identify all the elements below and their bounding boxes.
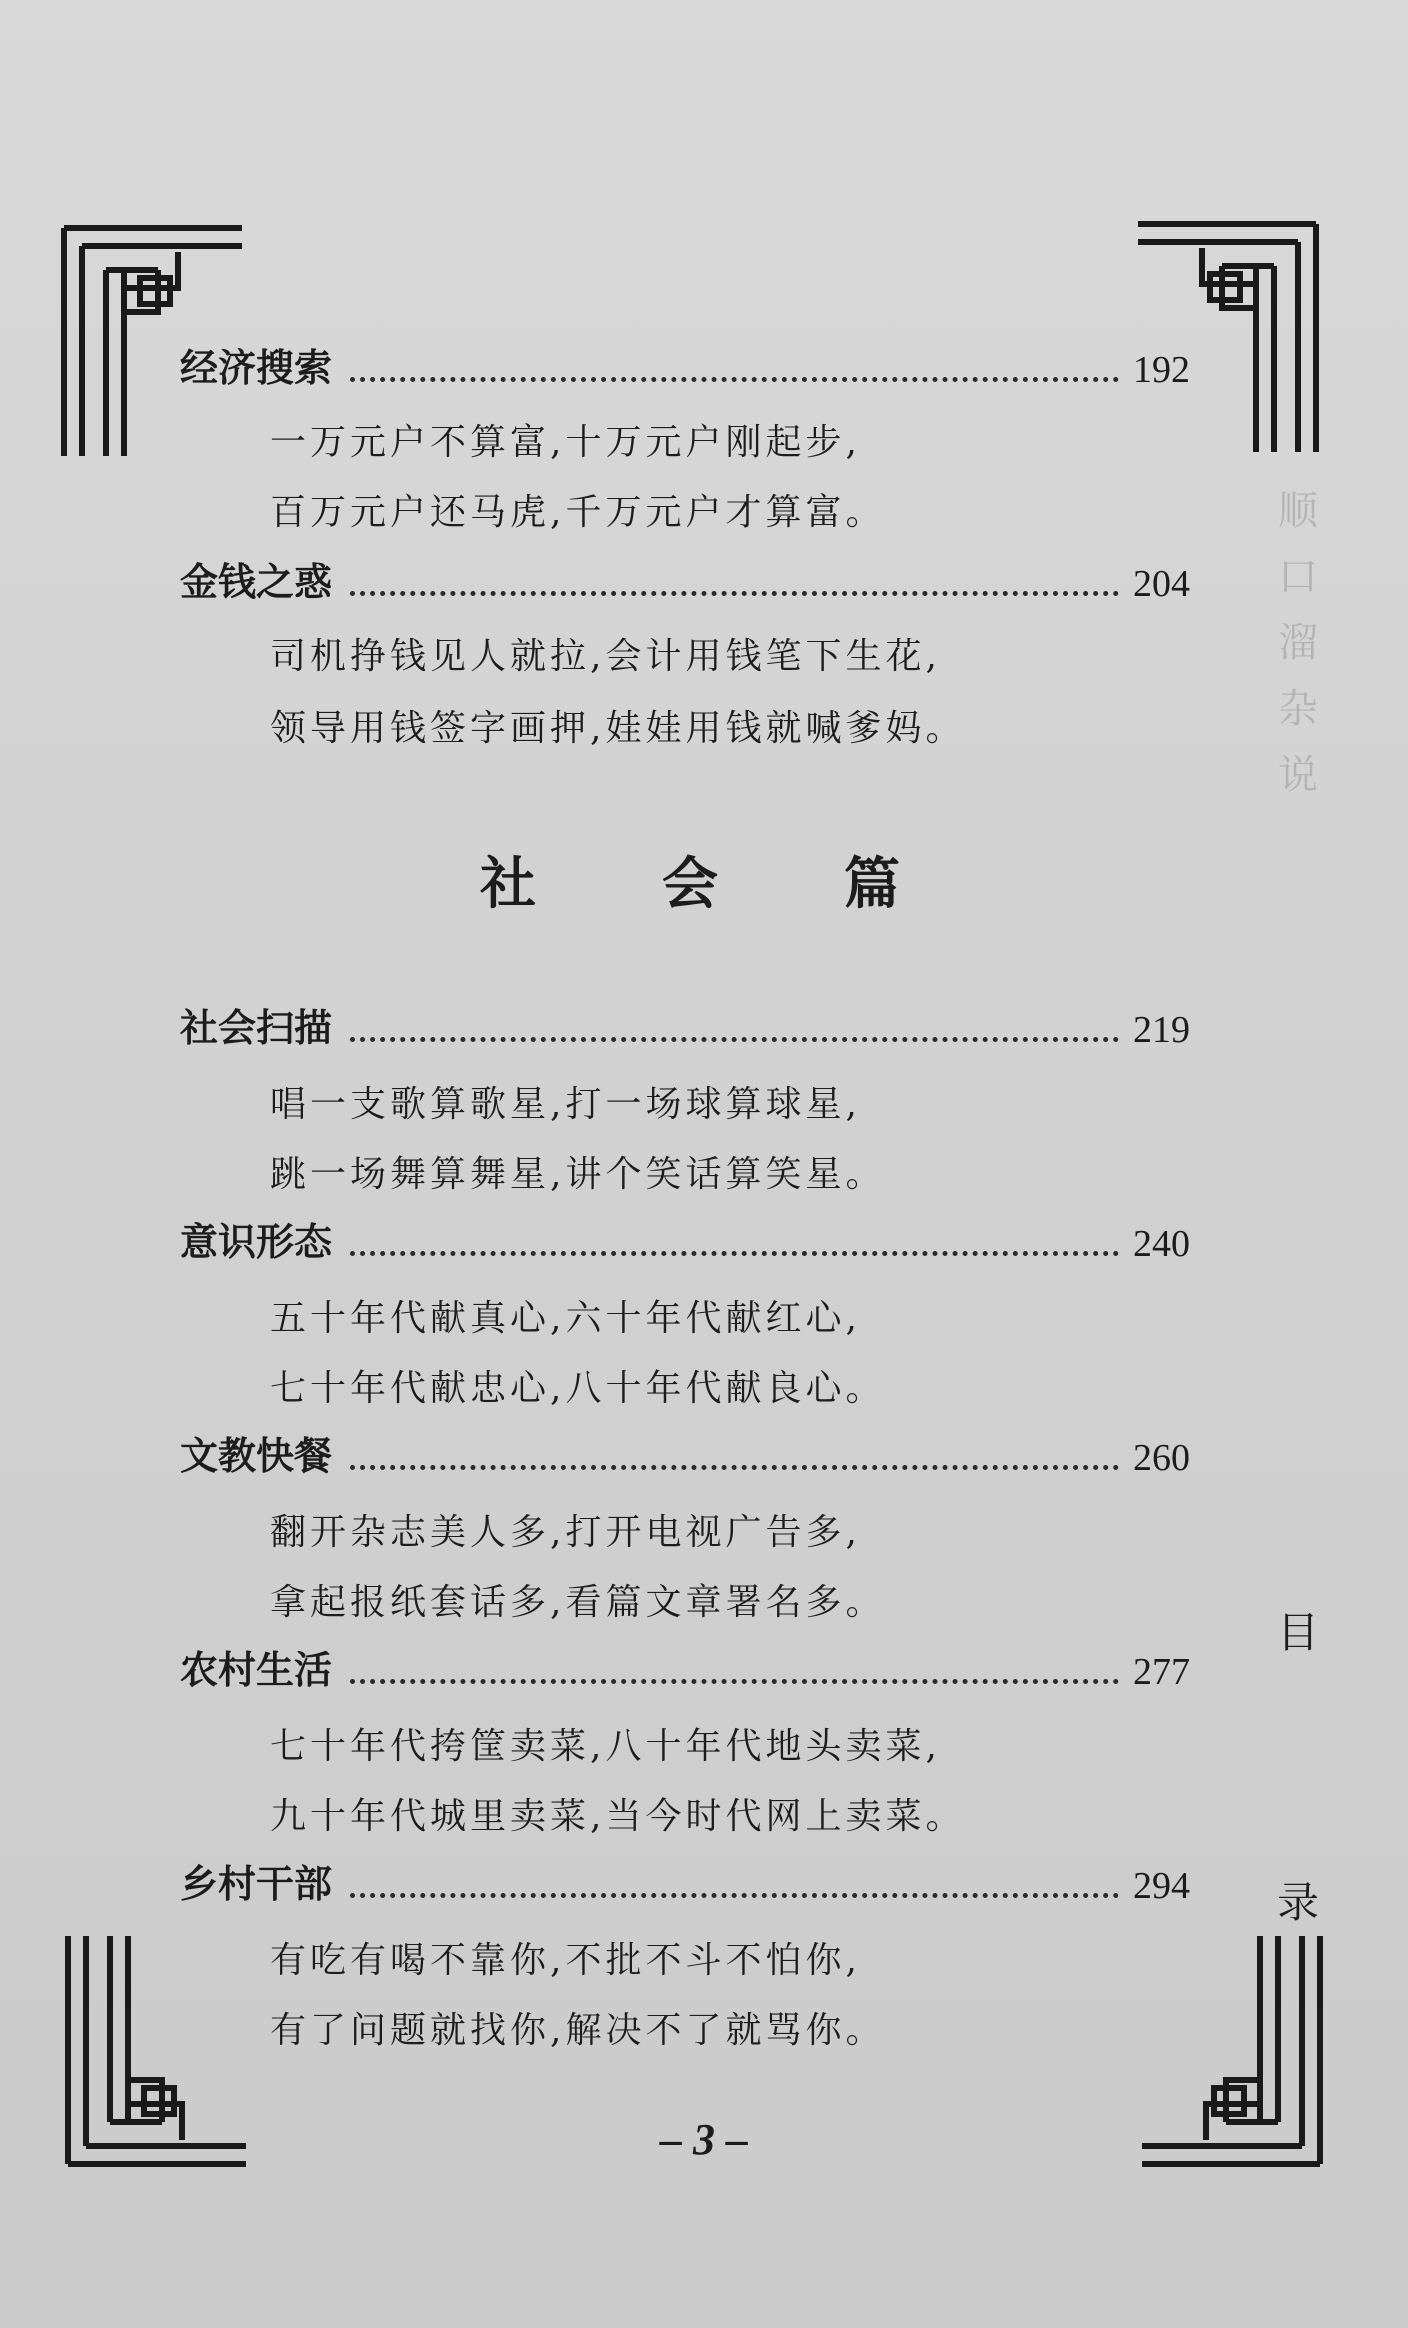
- toc-entry-verse: 司机挣钱见人就拉,会计用钱笔下生花,: [270, 636, 941, 677]
- toc-entry-title: 金钱之惑: [180, 560, 333, 604]
- toc-entry-verse: 七十年代挎筐卖菜,八十年代地头卖菜,: [270, 1726, 941, 1767]
- page-number: – 3 –: [660, 2115, 748, 2164]
- section-heading: [480, 840, 900, 920]
- toc-entry-title: 文教快餐: [180, 1434, 333, 1478]
- toc-entry[interactable]: [180, 1424, 1190, 1480]
- dot-leader: [350, 1037, 1119, 1042]
- toc-entry[interactable]: [180, 336, 1190, 392]
- toc-entry-title: 乡村干部: [180, 1862, 333, 1906]
- toc-entry-verse: 有了问题就找你,解决不了就骂你。: [270, 2010, 886, 2051]
- section-heading-char: 社: [480, 851, 536, 917]
- toc-page-number: 260: [1133, 1437, 1190, 1479]
- dot-leader: [350, 1893, 1119, 1898]
- toc-page-number: 219: [1133, 1009, 1190, 1051]
- toc-page-number: 204: [1133, 563, 1190, 605]
- side-title-char: 杂: [1278, 686, 1318, 732]
- toc-entry[interactable]: [180, 996, 1190, 1052]
- toc-entry[interactable]: [180, 1852, 1190, 1908]
- toc-entry-title: 社会扫描: [180, 1006, 333, 1050]
- toc-entry-title: 意识形态: [180, 1220, 333, 1264]
- toc-entry-verse: 跳一场舞算舞星,讲个笑话算笑星。: [270, 1154, 886, 1195]
- side-title-char: 溜: [1278, 620, 1318, 666]
- toc-page-number: 277: [1133, 1651, 1190, 1693]
- side-label-lu: 录: [1276, 1878, 1319, 1927]
- toc-entry-title: 经济搜索: [180, 346, 333, 390]
- section-heading-char: 篇: [844, 851, 900, 917]
- toc-entry-verse: 九十年代城里卖菜,当今时代网上卖菜。: [270, 1796, 966, 1837]
- side-book-title: [1268, 478, 1328, 808]
- toc-entry-verse: 领导用钱签字画押,娃娃用钱就喊爹妈。: [270, 708, 966, 749]
- toc-entry-verse: 有吃有喝不靠你,不批不斗不怕你,: [270, 1940, 861, 1981]
- toc-entry-verse: 五十年代献真心,六十年代献红心,: [270, 1298, 861, 1339]
- side-title-char: 口: [1278, 554, 1318, 600]
- toc-entry[interactable]: [180, 1210, 1190, 1266]
- toc-entry-verse: 翻开杂志美人多,打开电视广告多,: [270, 1512, 861, 1553]
- dot-leader: [350, 377, 1119, 382]
- toc-entry-verse: 一万元户不算富,十万元户刚起步,: [270, 422, 861, 463]
- toc-entry-verse: 拿起报纸套话多,看篇文章署名多。: [270, 1582, 886, 1623]
- toc-entry-verse: 七十年代献忠心,八十年代献良心。: [270, 1368, 886, 1409]
- toc-entry[interactable]: [180, 550, 1190, 606]
- side-label-mu: 目: [1276, 1608, 1319, 1657]
- section-heading-char: 会: [662, 851, 718, 917]
- toc-entry-verse: 百万元户还马虎,千万元户才算富。: [270, 492, 886, 533]
- dot-leader: [350, 1251, 1119, 1256]
- toc-entry-title: 农村生活: [180, 1648, 333, 1692]
- toc-page-number: 240: [1133, 1223, 1190, 1265]
- dot-leader: [350, 1465, 1119, 1470]
- dot-leader: [350, 591, 1119, 596]
- toc-entry-verse: 唱一支歌算歌星,打一场球算球星,: [270, 1084, 861, 1125]
- corner-ornament-bottom-right: [1136, 1930, 1326, 2170]
- toc-page-number: 294: [1133, 1865, 1190, 1907]
- corner-ornament-bottom-left: [62, 1930, 252, 2170]
- side-title-char: 顺: [1278, 488, 1318, 534]
- toc-entry[interactable]: [180, 1638, 1190, 1694]
- toc-page-number: 192: [1133, 349, 1190, 391]
- dot-leader: [350, 1679, 1119, 1684]
- side-title-char: 说: [1278, 752, 1318, 798]
